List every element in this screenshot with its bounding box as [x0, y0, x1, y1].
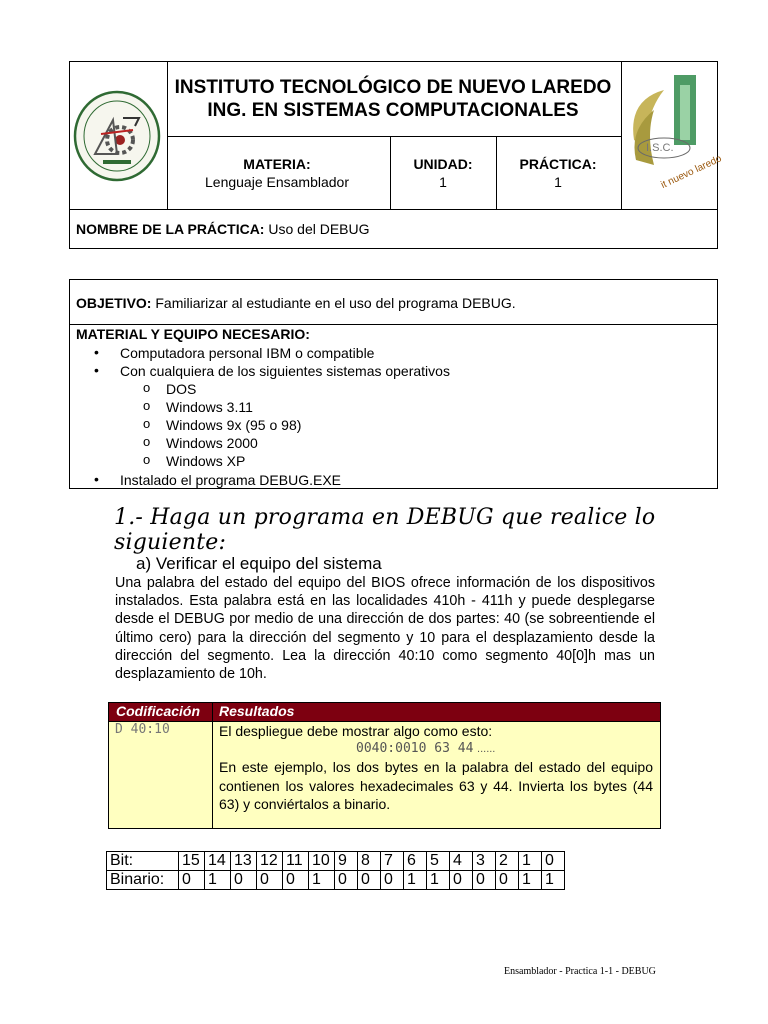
table-row [107, 871, 565, 890]
result-intro: El despliegue debe mostrar algo como esto: [219, 723, 493, 739]
code-value: D 40:10 [115, 722, 170, 737]
objective-label: OBJETIVO: [76, 295, 152, 311]
binary-cell: 0 [358, 871, 381, 890]
page-title [166, 76, 620, 122]
bit-cell: 10 [309, 852, 335, 871]
page-footer: Ensamblador - Practica 1-1 - DEBUG [504, 966, 656, 977]
code-col-header: Codificación [116, 703, 201, 719]
objective-text: Familiarizar al estudiante en el uso del programa DEBUG. [155, 295, 516, 311]
binary-cell: 0 [473, 871, 496, 890]
bit-cell: 14 [205, 852, 231, 871]
bit-cell: 11 [283, 852, 309, 871]
binary-cell: 0 [335, 871, 358, 890]
binary-label: Binario: [107, 871, 179, 890]
bit-cell: 4 [450, 852, 473, 871]
section-subheading: a) Verificar el equipo del sistema [136, 554, 382, 573]
career-name: ING. EN SISTEMAS COMPUTACIONALES [207, 100, 579, 121]
binary-cell: 1 [542, 871, 565, 890]
objective [76, 294, 516, 312]
binary-cell: 0 [381, 871, 404, 890]
table-row [107, 852, 565, 871]
bit-cell: 0 [542, 852, 565, 871]
section-heading: 1.- Haga un programa en DEBUG que realice lo siguiente: [114, 505, 656, 555]
binary-cell: 0 [450, 871, 473, 890]
bit-cell: 12 [257, 852, 283, 871]
bit-cell: 3 [473, 852, 496, 871]
bit-cell: 2 [496, 852, 519, 871]
bit-table [106, 851, 565, 890]
bit-cell: 15 [179, 852, 205, 871]
unidad-label: UNIDAD: [413, 156, 473, 172]
bit-cell: 1 [519, 852, 542, 871]
result-sample-dots: ...... [477, 743, 496, 755]
result-sample [356, 740, 495, 756]
binary-cell: 0 [257, 871, 283, 890]
binary-cell: 0 [179, 871, 205, 890]
bit-label: Bit: [107, 852, 179, 871]
list-item: Computadora personal IBM o compatible [120, 345, 375, 361]
bit-cell: 9 [335, 852, 358, 871]
practica-value: 1 [554, 174, 562, 190]
bit-cell: 5 [427, 852, 450, 871]
practice-name-label: NOMBRE DE LA PRÁCTICA: [76, 221, 265, 237]
binary-cell: 1 [205, 871, 231, 890]
practice-name-value: Uso del DEBUG [268, 221, 370, 237]
list-item: Windows 3.11 [166, 399, 253, 415]
bit-cell: 6 [404, 852, 427, 871]
list-item: Instalado el programa DEBUG.EXE [120, 472, 341, 488]
isc-logo-text: I.S.C. [646, 142, 674, 154]
result-col-header: Resultados [219, 703, 295, 719]
result-sample-text: 0040:0010 63 44 [356, 741, 474, 756]
institute-logo [73, 90, 161, 182]
bit-cell: 8 [358, 852, 381, 871]
binary-cell: 0 [283, 871, 309, 890]
materia-label: MATERIA: [243, 156, 311, 172]
binary-cell: 1 [519, 871, 542, 890]
list-item: Windows 9x (95 o 98) [166, 417, 302, 433]
unidad-value: 1 [439, 174, 447, 190]
bit-cell: 7 [381, 852, 404, 871]
list-item: DOS [166, 381, 197, 397]
binary-cell: 0 [231, 871, 257, 890]
material-label: MATERIAL Y EQUIPO NECESARIO: [76, 326, 310, 342]
institute-name: INSTITUTO TECNOLÓGICO DE NUEVO LAREDO [174, 77, 612, 98]
list-item: Windows 2000 [166, 435, 258, 451]
practice-name [76, 220, 370, 238]
practica-label: PRÁCTICA: [519, 156, 597, 172]
list-item: Con cualquiera de los siguientes sistemas operativos [120, 363, 450, 379]
section-paragraph: Una palabra del estado del equipo del BIOS ofrece información de los dispositivos instalados. Esta palabra está en las localidades 410h - 411h y puede desplegarse desde el DEBUG por medio de una dirección de dos partes: 40 (se sobreentiende el último cero) para la dirección del segmento y 10 para el desplazamiento desde la dirección del segmento. Lea la dirección 40:10 como segmento 40[0]h mas un desplazamiento de 10h. [115, 575, 655, 683]
list-item: Windows XP [166, 453, 246, 469]
result-text: En este ejemplo, los dos bytes en la palabra del estado del equipo contienen los valores hexadecimales 63 y 44. Invierta los bytes (44 63) y conviértalos a binario. [219, 759, 653, 812]
isc-logo-sub: it nuevo laredo [659, 153, 724, 191]
materia-value: Lenguaje Ensamblador [205, 174, 349, 190]
binary-cell: 0 [496, 871, 519, 890]
binary-cell: 1 [427, 871, 450, 890]
binary-cell: 1 [404, 871, 427, 890]
bit-cell: 13 [231, 852, 257, 871]
binary-cell: 1 [309, 871, 335, 890]
